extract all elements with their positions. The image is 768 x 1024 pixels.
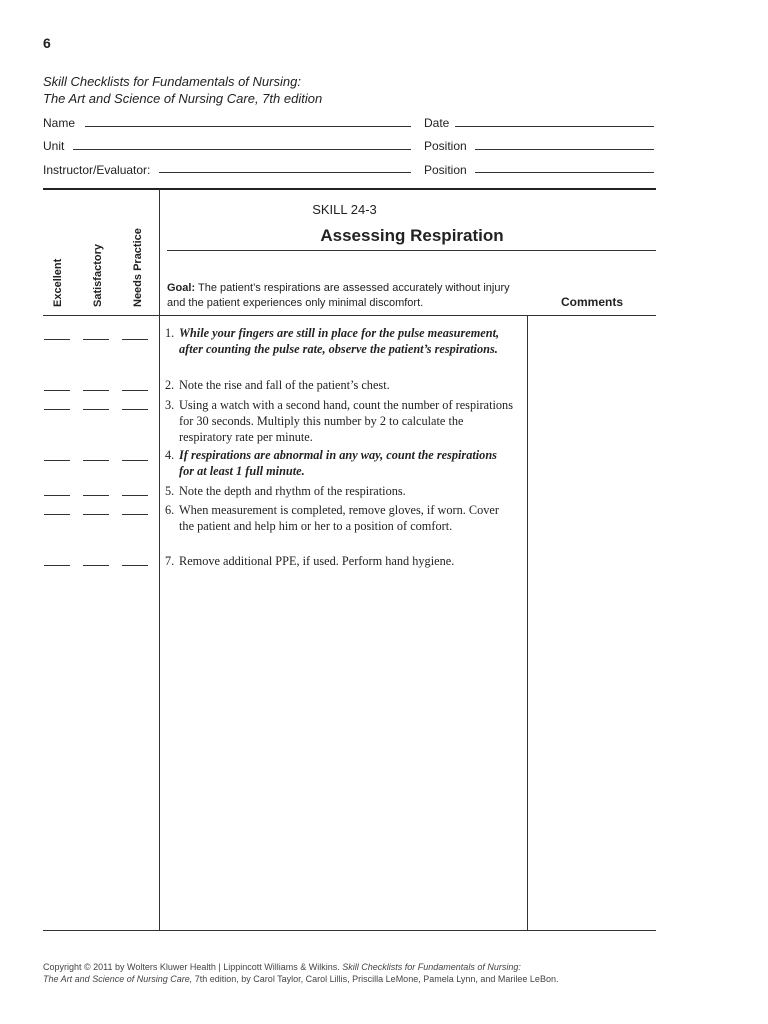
goal-label: Goal:: [167, 282, 196, 294]
step-text: Using a watch with a second hand, count the number of respirations for 30 seconds. Multiply this number by 2 to calculate the respiratory rate per minute.: [179, 398, 513, 444]
step-number: 7.: [165, 554, 175, 568]
rating-blank-excellent[interactable]: [44, 409, 70, 410]
rating-blank-satisfactory[interactable]: [83, 495, 109, 496]
position-field-2[interactable]: [475, 172, 654, 173]
skill-title: Assessing Respiration: [320, 226, 504, 245]
step-number: 6.: [165, 503, 175, 517]
rating-blank-satisfactory[interactable]: [83, 514, 109, 515]
position-label-1: Position: [424, 139, 467, 153]
rating-blank-excellent[interactable]: [44, 495, 70, 496]
comments-area[interactable]: [528, 316, 655, 929]
step-text: If respirations are abnormal in any way, count the respirations for at least 1 full minute.: [179, 448, 497, 478]
footer-authors: 7th edition, by Carol Taylor, Carol Lillis, Priscilla LeMone, Pamela Lynn, and Marilee LeBon.: [194, 974, 559, 984]
name-field[interactable]: [85, 126, 411, 127]
footer-book-subtitle: The Art and Science of Nursing Care,: [43, 974, 193, 984]
rating-blank-satisfactory[interactable]: [83, 409, 109, 410]
step-4: [165, 447, 517, 479]
page-number: 6: [43, 35, 51, 51]
rating-header-satisfactory: Satisfactory: [92, 244, 104, 307]
position-label-2: Position: [424, 163, 467, 177]
rating-blank-needs-practice[interactable]: [122, 495, 148, 496]
rating-blank-excellent[interactable]: [44, 339, 70, 340]
step-6: [165, 502, 517, 534]
step-number: 4.: [165, 448, 175, 462]
rating-blank-excellent[interactable]: [44, 514, 70, 515]
footer-copyright: Copyright © 2011 by Wolters Kluwer Health | Lippincott Williams & Wilkins.: [43, 962, 340, 972]
rating-blank-needs-practice[interactable]: [122, 460, 148, 461]
table-top-rule: [43, 188, 656, 190]
position-field-1[interactable]: [475, 149, 654, 150]
instructor-label: Instructor/Evaluator:: [43, 163, 151, 177]
step-1: [165, 325, 517, 357]
step-3: [165, 397, 517, 445]
table-bottom-rule: [43, 930, 656, 931]
step-text: When measurement is completed, remove gloves, if worn. Cover the patient and help him or her to a position of comfort.: [179, 503, 499, 533]
rating-blank-needs-practice[interactable]: [122, 390, 148, 391]
skill-number: SKILL 24-3: [312, 202, 377, 217]
rating-blank-needs-practice[interactable]: [122, 409, 148, 410]
rating-header-needs-practice: Needs Practice: [132, 228, 144, 307]
rating-header-excellent: Excellent: [52, 258, 64, 307]
step-number: 1.: [165, 326, 175, 340]
step-number: 2.: [165, 378, 175, 392]
comments-header: Comments: [560, 295, 623, 309]
footer-line-1: [43, 961, 663, 973]
rating-column-divider: [159, 189, 160, 930]
rating-blank-excellent[interactable]: [44, 460, 70, 461]
step-5: [165, 483, 517, 499]
book-title-line-1: Skill Checklists for Fundamentals of Nursing:: [43, 74, 301, 89]
step-number: 3.: [165, 398, 175, 412]
step-text: Note the rise and fall of the patient’s chest.: [179, 378, 390, 392]
date-label: Date: [424, 116, 450, 130]
step-text: Note the depth and rhythm of the respirations.: [179, 484, 406, 498]
rating-blank-excellent[interactable]: [44, 390, 70, 391]
rating-blank-satisfactory[interactable]: [83, 565, 109, 566]
rating-blank-satisfactory[interactable]: [83, 390, 109, 391]
rating-blank-needs-practice[interactable]: [122, 339, 148, 340]
title-underline: [167, 250, 656, 251]
goal-text: The patient’s respirations are assessed accurately without injury and the patient experiences only minimal discomfort.: [167, 282, 510, 309]
step-text: Remove additional PPE, if used. Perform hand hygiene.: [179, 554, 455, 568]
copyright-footer: [43, 961, 663, 985]
step-text: While your fingers are still in place for the pulse measurement, after counting the pulse rate, observe the patient’s respirations.: [179, 326, 500, 356]
step-number: 5.: [165, 484, 175, 498]
rating-blank-needs-practice[interactable]: [122, 565, 148, 566]
goal-statement: [167, 281, 522, 311]
unit-label: Unit: [43, 139, 65, 153]
book-title-line-2: The Art and Science of Nursing Care, 7th edition: [43, 91, 323, 106]
rating-blank-satisfactory[interactable]: [83, 460, 109, 461]
footer-line-2: [43, 973, 663, 985]
rating-blank-excellent[interactable]: [44, 565, 70, 566]
rating-blank-needs-practice[interactable]: [122, 514, 148, 515]
step-7: [165, 553, 517, 569]
rating-blank-satisfactory[interactable]: [83, 339, 109, 340]
instructor-field[interactable]: [159, 172, 411, 173]
footer-book-title: Skill Checklists for Fundamentals of Nursing:: [342, 962, 521, 972]
date-field[interactable]: [455, 126, 654, 127]
step-2: [165, 377, 517, 393]
name-label: Name: [43, 116, 76, 130]
unit-field[interactable]: [73, 149, 411, 150]
